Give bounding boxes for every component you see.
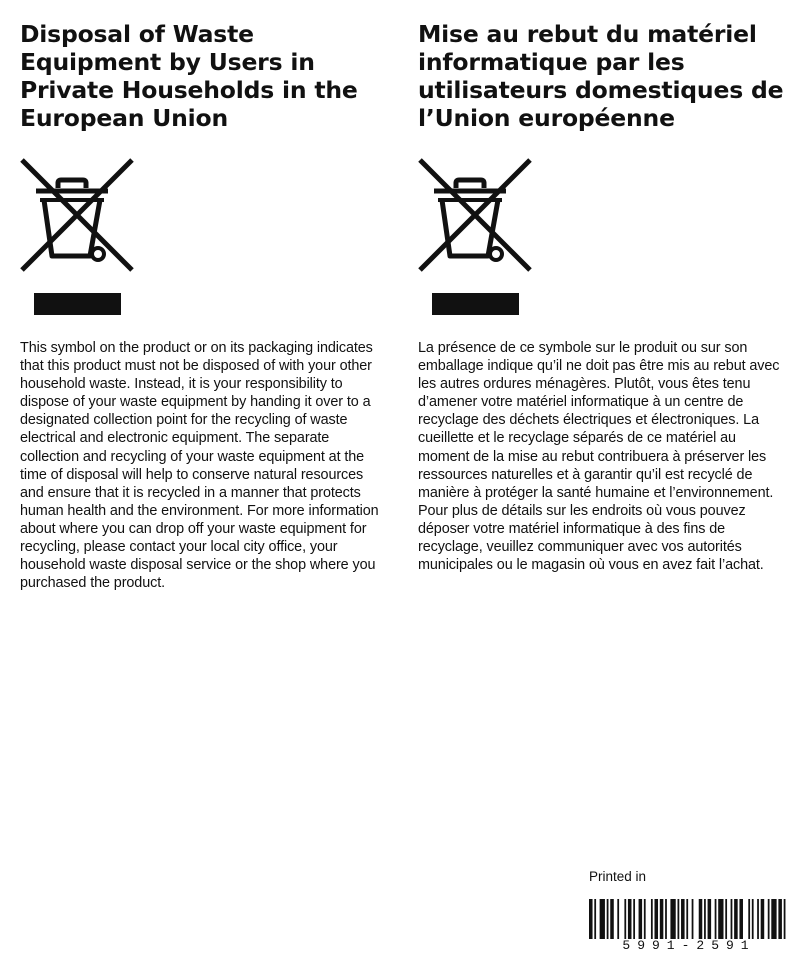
french-section [418, 20, 784, 574]
barcode-bar [748, 899, 750, 939]
barcode-bar [651, 899, 653, 939]
barcode-bar [670, 899, 675, 939]
barcode-bar [718, 899, 723, 939]
english-section [20, 20, 386, 592]
barcode-bar [607, 899, 609, 939]
barcode-bar [665, 899, 667, 939]
barcode-bar [768, 899, 770, 939]
barcode-bar [654, 899, 658, 939]
barcode-bar [624, 899, 626, 939]
barcode-bar [628, 899, 632, 939]
barcode-bar [644, 899, 646, 939]
barcode-bar [778, 899, 782, 939]
barcode-bar [681, 899, 685, 939]
barcode-bar [699, 899, 703, 939]
barcode-bar [617, 899, 619, 939]
barcode-bar [704, 899, 706, 939]
black-bar [34, 293, 121, 315]
barcode-bar [757, 899, 759, 939]
barcode-bar [708, 899, 712, 939]
barcode-icon [589, 899, 789, 939]
black-bar [432, 293, 519, 315]
barcode-bar [692, 899, 694, 939]
french-body-text: La présence de ce symbole sur le produit ou sur son emballage indique qu’il ne doit pas être mis au rebut avec les autres ordures ménagères. Plutôt, vous êtes tenu d’amener votre matériel informatique à un centre de recyclage des déchets électriques et électroniques. La cueillette et le recyclage séparés de ce matériel au moment de la mise au rebut contribuera à préserver les ressources naturelles et à garantir qu’il est recyclé de manière à protéger la santé humaine et l’environnement. Pour plus de détails sur les endroits où vous pouvez déposer votre matériel informatique à des fins de recyclage, veuillez communiquer avec vos autorités municipales ou le magasin où vous en avez fait l’achat. [418, 340, 780, 574]
barcode-bar [734, 899, 738, 939]
barcode-bar [752, 899, 754, 939]
english-body-text: This symbol on the product or on its packaging indicates that this product must not be disposed of with your other household waste. Instead, it is your responsibility to dispose of your waste equipment by handing it over to a designated collection point for the recycling of waste electrical and electronic equipment. The separate collection and recycling of your waste equipment at the time of disposal will help to conserve natural resources and ensure that it is recycled in a manner that protects human health and the environment. For more information about where you can drop off your waste equipment for recycling, please contact your local city office, your household waste disposal service or the shop where you purchased the product. [20, 340, 379, 592]
barcode-bar [771, 899, 776, 939]
barcode-bar [594, 899, 596, 939]
english-heading: Disposal of Waste Equipment by Users in Private Households in the European Union [20, 20, 358, 132]
barcode-bar [610, 899, 614, 939]
crossed-out-wheelie-bin-icon [20, 158, 136, 274]
barcode-number: 5991-2591 [622, 938, 756, 953]
barcode-bar [678, 899, 680, 939]
barcode-bar [715, 899, 717, 939]
barcode-bar [600, 899, 605, 939]
barcode-bar [633, 899, 635, 939]
barcode-bar [739, 899, 743, 939]
barcode-bar [725, 899, 727, 939]
printed-in-label: Printed in [589, 869, 647, 884]
crossed-out-wheelie-bin-icon [418, 158, 534, 274]
barcode-bar [686, 899, 688, 939]
barcode-bar [761, 899, 765, 939]
barcode-bar [589, 899, 593, 939]
barcode-bar [660, 899, 664, 939]
barcode-bar [731, 899, 733, 939]
barcode-bar [784, 899, 786, 939]
french-heading: Mise au rebut du matériel informatique par les utilisateurs domestiques de l’Union européenne [418, 20, 784, 132]
barcode-bar [639, 899, 643, 939]
